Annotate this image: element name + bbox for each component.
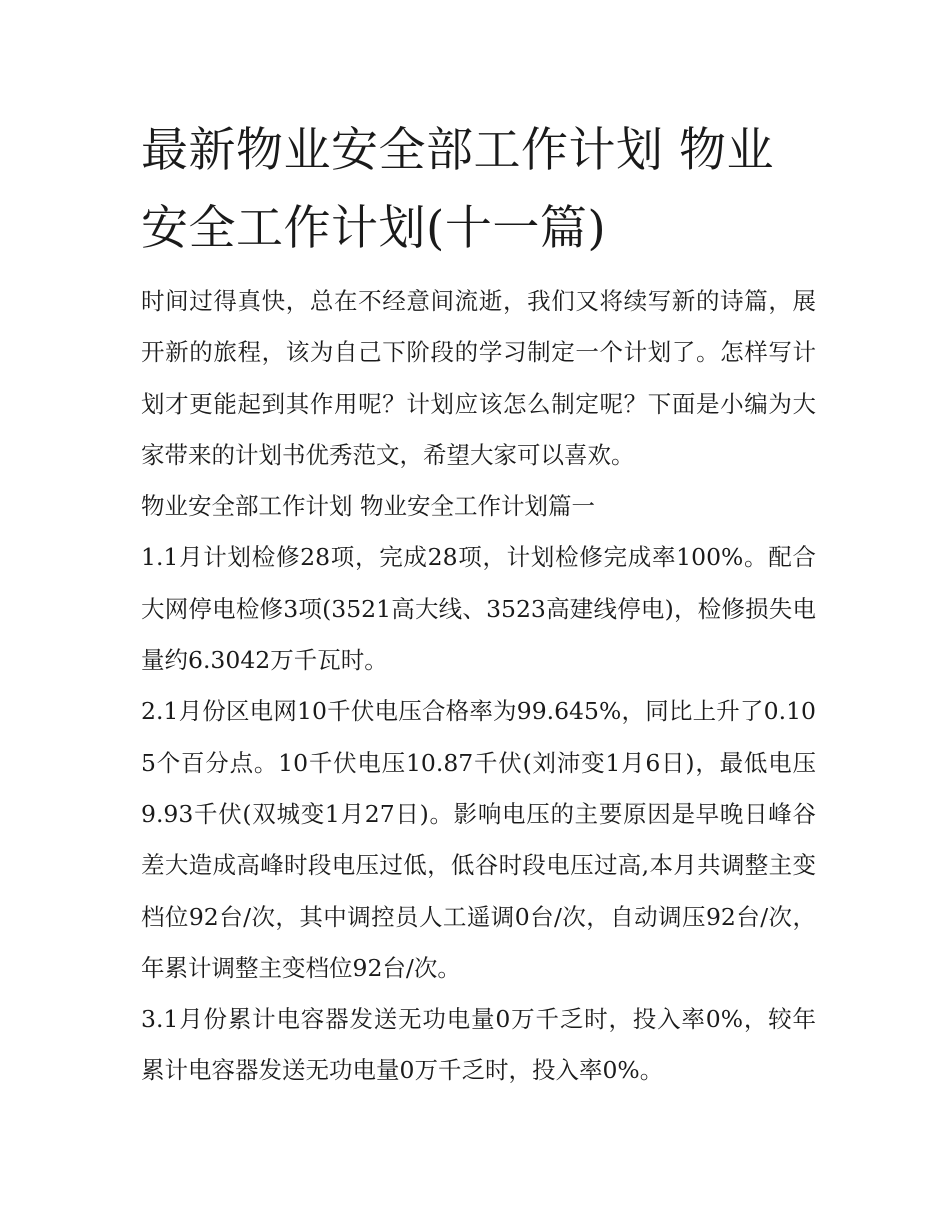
item-1-paragraph: 1.1月计划检修28项，完成28项，计划检修完成率100%。配合大网停电检修3项(3521高大线、3523高建线停电)，检修损失电量约6.3042万千瓦时。 bbox=[141, 543, 816, 675]
document-body bbox=[141, 112, 816, 1097]
item-3-paragraph: 3.1月份累计电容器发送无功电量0万千乏时，投入率0%，较年累计电容器发送无功电量0万千乏时，投入率0%。 bbox=[141, 1005, 816, 1085]
item-2-paragraph: 2.1月份区电网10千伏电压合格率为99.645%，同比上升了0.105个百分点。10千伏电压10.87千伏(刘沛变1月6日)，最低电压9.93千伏(双城变1月27日)。影响电压的主要原因是早晚日峰谷差大造成高峰时段电压过低，低谷时段电压过高,本月共调整主变档位92台/次，其中调控员人工遥调0台/次，自动调压92台/次，年累计调整主变档位92台/次。 bbox=[141, 697, 816, 982]
intro-paragraph: 时间过得真快，总在不经意间流逝，我们又将续写新的诗篇，展开新的旅程，该为自己下阶段的学习制定一个计划了。怎样写计划才更能起到其作用呢？计划应该怎么制定呢？下面是小编为大家带来的计划书优秀范文，希望大家可以喜欢。 bbox=[141, 287, 816, 469]
section-heading: 物业安全部工作计划 物业安全工作计划篇一 bbox=[141, 492, 595, 521]
document-title: 最新物业安全部工作计划 物业安全工作计划(十一篇) bbox=[141, 123, 774, 256]
